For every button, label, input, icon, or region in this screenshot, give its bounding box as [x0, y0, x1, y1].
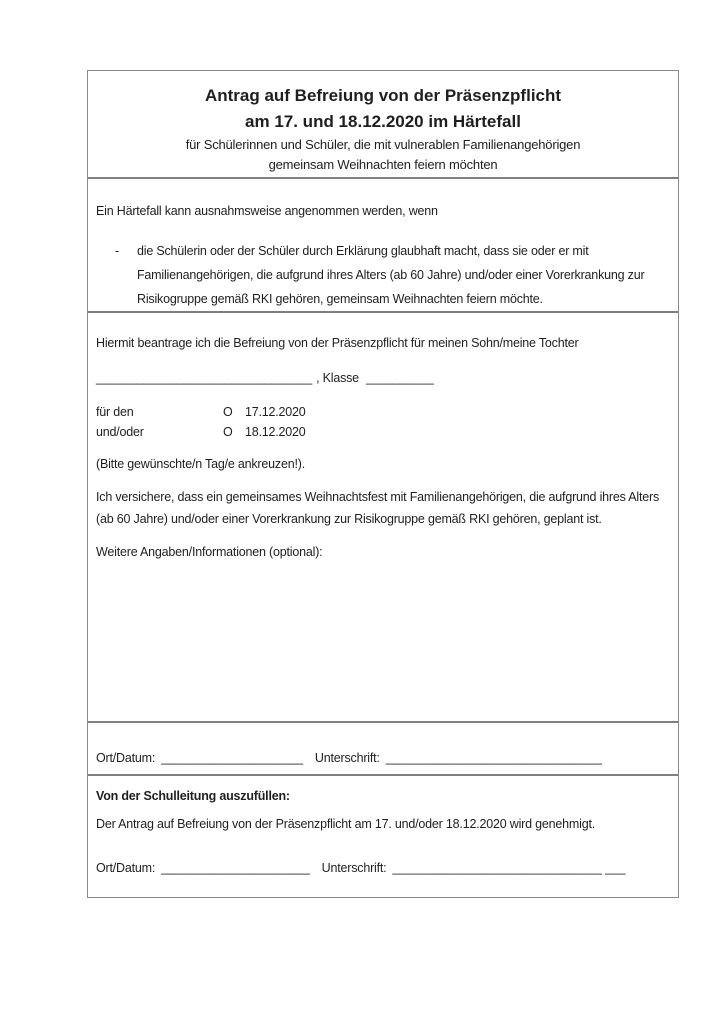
day-option-circle-17[interactable]: O — [223, 405, 233, 419]
unterschrift-label: Unterschrift: — [321, 861, 387, 875]
assurance-line: Ich versichere, dass ein gemeinsames Weihnachtsfest mit Familienangehörigen, die aufgrund ihres Alters — [96, 490, 659, 504]
parent-signature-row — [96, 750, 670, 766]
student-name-blank: ________________________________ — [96, 371, 313, 385]
haertefall-intro: Ein Härtefall kann ausnahmsweise angenommen werden, wenn — [96, 204, 438, 218]
day-date-17: 17.12.2020 — [245, 405, 306, 419]
parent-signature-section — [88, 723, 678, 776]
additional-info-label: Weitere Angaben/Informationen (optional): — [96, 545, 323, 559]
haertefall-bullet-item — [115, 239, 670, 311]
school-section-heading: Von der Schulleitung auszufüllen: — [96, 789, 290, 803]
day-date-18: 18.12.2020 — [245, 425, 306, 439]
name-and-class-line — [96, 368, 670, 388]
school-signature-row — [96, 860, 670, 876]
checkbox-instruction-note: (Bitte gewünschte/n Tag/e ankreuzen!). — [96, 457, 305, 471]
application-intro: Hiermit beantrage ich die Befreiung von der Präsenzpflicht für meinen Sohn/meine Tochter — [96, 336, 579, 350]
assurance-line: (ab 60 Jahre) und/oder einer Vorerkrankung zur Risikogruppe gemäß RKI gehören, geplant ist. — [96, 512, 602, 526]
school-section — [88, 776, 678, 897]
haertefall-section — [88, 179, 678, 313]
day-row-18 — [96, 422, 670, 442]
bullet-text-line: Familienangehörigen, die aufgrund ihres Alters (ab 60 Jahre) und/oder einer Vorerkrankung zur — [137, 268, 645, 282]
klasse-blank: __________ — [365, 371, 434, 385]
assurance-paragraph — [96, 486, 670, 530]
day-option-circle-18[interactable]: O — [223, 425, 233, 439]
bullet-text-line: die Schülerin oder der Schüler durch Erklärung glaubhaft macht, dass sie oder er mit — [137, 244, 589, 258]
form-subtitle-line1: für Schülerinnen und Schüler, die mit vulnerablen Familienangehörigen — [185, 137, 581, 152]
form-title-line1: Antrag auf Befreiung von der Präsenzpflicht — [204, 86, 562, 105]
form-subtitle-line2: gemeinsam Weihnachten feiern möchten — [268, 157, 498, 172]
additional-info-blank-area — [96, 562, 670, 712]
school-approval-text: Der Antrag auf Befreiung von der Präsenzpflicht am 17. und/oder 18.12.2020 wird genehmigt. — [96, 817, 595, 831]
unterschrift-blank: _______________________________ ___ — [392, 861, 626, 875]
ort-datum-blank: _____________________ — [161, 751, 303, 765]
ort-datum-blank: ______________________ — [161, 861, 310, 875]
unterschrift-blank: ________________________________ — [385, 751, 602, 765]
day-row-label: für den — [96, 405, 134, 419]
form-border-box — [87, 70, 679, 898]
bullet-text-line: Risikogruppe gemäß RKI gehören, gemeinsam Weihnachten feiern möchte. — [137, 292, 543, 306]
form-title-line2: am 17. und 18.12.2020 im Härtefall — [245, 112, 521, 131]
haertefall-bullet-text — [137, 239, 670, 311]
ort-datum-label: Ort/Datum: — [96, 861, 156, 875]
klasse-label: , Klasse — [316, 371, 359, 385]
bullet-dash-marker: - — [115, 244, 119, 258]
day-row-17 — [96, 402, 670, 422]
unterschrift-label: Unterschrift: — [314, 751, 380, 765]
application-section — [88, 313, 678, 723]
day-selection-rows — [96, 402, 670, 442]
day-row-label: und/oder — [96, 425, 144, 439]
ort-datum-label: Ort/Datum: — [96, 751, 156, 765]
form-header-section — [88, 71, 678, 179]
